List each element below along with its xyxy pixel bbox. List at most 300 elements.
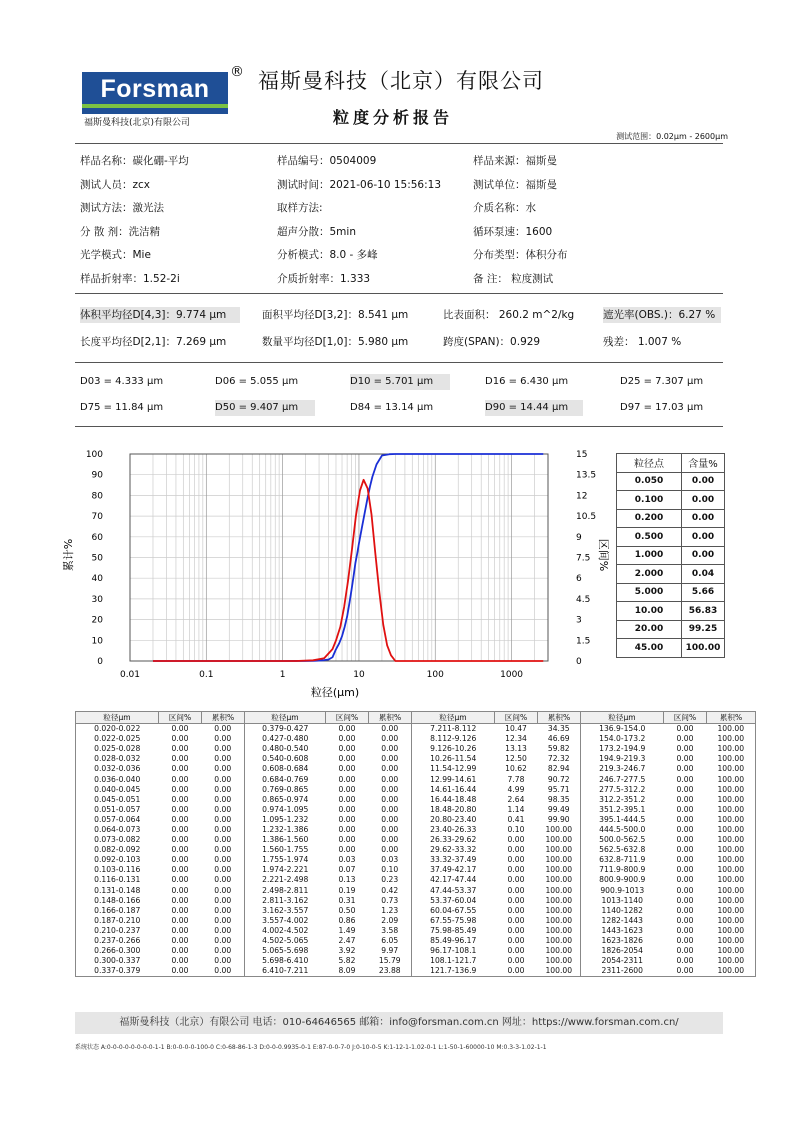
distribution-cell: 0.00 xyxy=(676,875,694,885)
distribution-row xyxy=(76,835,756,845)
distribution-cell: 85.49-96.17 xyxy=(412,936,495,946)
distribution-cell: 0.974-1.095 xyxy=(245,805,326,815)
distribution-cell: 1282-1443 xyxy=(581,916,664,926)
header-divider xyxy=(75,143,723,144)
distribution-cell: 2.64 xyxy=(507,794,525,804)
point-table-row xyxy=(617,565,725,584)
y2-tick-label: 1.5 xyxy=(576,636,591,647)
distribution-row xyxy=(76,936,756,946)
distribution-row xyxy=(76,754,756,764)
distribution-cell: 0.00 xyxy=(171,804,189,814)
distribution-cell: 0.00 xyxy=(338,774,356,784)
percentile-d50: D50 = 9.407 μm xyxy=(215,400,315,416)
info-field: 取样方法: xyxy=(277,202,323,214)
distribution-cell: 0.00 xyxy=(676,824,694,834)
distribution-row xyxy=(76,734,756,744)
distribution-cell: 0.00 xyxy=(369,795,412,805)
y-axis-label: 累计% xyxy=(62,538,75,572)
distribution-row xyxy=(76,774,756,784)
distribution-cell: 100.00 xyxy=(707,845,756,855)
distribution-cell: 0.00 xyxy=(507,915,525,925)
point-content: 0.00 xyxy=(682,546,725,565)
point-content: 0.00 xyxy=(682,528,725,547)
distribution-cell: 0.00 xyxy=(338,824,356,834)
distribution-cell: 0.00 xyxy=(171,794,189,804)
distribution-cell: 0.00 xyxy=(369,805,412,815)
distribution-cell: 0.10 xyxy=(369,865,412,875)
distribution-row xyxy=(76,795,756,805)
point-table-header xyxy=(617,454,725,473)
distribution-cell: 8.112-9.126 xyxy=(412,734,495,744)
distribution-header-cell: 累积% xyxy=(369,712,412,724)
distribution-cell: 1.974-2.221 xyxy=(245,865,326,875)
distribution-cell: 4.002-4.502 xyxy=(245,926,326,936)
distribution-cell: 1.23 xyxy=(369,906,412,916)
point-size: 20.00 xyxy=(617,620,682,639)
distribution-cell: 0.608-0.684 xyxy=(245,764,326,774)
distribution-cell: 0.00 xyxy=(676,936,694,946)
distribution-cell: 0.00 xyxy=(676,865,694,875)
distribution-cell: 4.99 xyxy=(507,784,525,794)
distribution-cell: 100.00 xyxy=(538,926,581,936)
distribution-header-cell: 区间% xyxy=(664,712,707,724)
distribution-cell: 0.379-0.427 xyxy=(245,724,326,735)
distribution-cell: 100.00 xyxy=(538,916,581,926)
distribution-cell: 0.540-0.608 xyxy=(245,754,326,764)
registered-mark: ® xyxy=(230,64,244,80)
distribution-cell: 100.00 xyxy=(707,825,756,835)
distribution-header-cell: 区间% xyxy=(159,712,202,724)
distribution-cell: 0.00 xyxy=(507,865,525,875)
distribution-cell: 100.00 xyxy=(707,815,756,825)
y-tick-label: 0 xyxy=(97,657,103,667)
distribution-cell: 0.00 xyxy=(676,784,694,794)
distribution-cell: 53.37-60.04 xyxy=(412,896,495,906)
distribution-cell: 0.00 xyxy=(338,734,356,744)
distribution-cell: 173.2-194.9 xyxy=(581,744,664,754)
distribution-cell: 0.166-0.187 xyxy=(76,906,159,916)
distribution-cell: 20.80-23.40 xyxy=(412,815,495,825)
distribution-cell: 0.00 xyxy=(171,936,189,946)
distribution-cell: 0.00 xyxy=(507,855,525,865)
distribution-cell: 9.126-10.26 xyxy=(412,744,495,754)
distribution-cell: 0.00 xyxy=(676,774,694,784)
distribution-cell: 0.00 xyxy=(507,895,525,905)
percentile-d03: D03 = 4.333 μm xyxy=(80,376,164,387)
distribution-header-cell: 粒径μm xyxy=(76,712,159,724)
distribution-cell: 29.62-33.32 xyxy=(412,845,495,855)
distribution-cell: 0.00 xyxy=(676,814,694,824)
y2-tick-label: 13.5 xyxy=(576,470,597,481)
y-tick-label: 50 xyxy=(91,553,103,564)
distribution-cell: 47.44-53.37 xyxy=(412,886,495,896)
distribution-cell: 219.3-246.7 xyxy=(581,764,664,774)
distribution-cell: 0.00 xyxy=(171,885,189,895)
distribution-cell: 26.33-29.62 xyxy=(412,835,495,845)
distribution-cell: 0.00 xyxy=(676,905,694,915)
distribution-cell: 0.187-0.210 xyxy=(76,916,159,926)
distribution-cell: 100.00 xyxy=(707,916,756,926)
distribution-cell: 0.427-0.480 xyxy=(245,734,326,744)
point-content: 0.00 xyxy=(682,472,725,491)
interval-series-line xyxy=(153,480,543,661)
distribution-table-header xyxy=(76,712,756,724)
distribution-cell: 0.00 xyxy=(202,734,245,744)
distribution-row xyxy=(76,845,756,855)
distribution-cell: 0.00 xyxy=(507,956,525,966)
distribution-cell: 99.49 xyxy=(538,805,581,815)
y2-tick-label: 10.5 xyxy=(576,512,597,523)
distribution-cell: 0.00 xyxy=(676,956,694,966)
distribution-cell: 154.0-173.2 xyxy=(581,734,664,744)
distribution-cell: 0.00 xyxy=(202,966,245,977)
percentile-d10: D10 = 5.701 μm xyxy=(350,374,450,390)
distribution-cell: 0.00 xyxy=(202,875,245,885)
distribution-row xyxy=(76,764,756,774)
distribution-cell: 0.00 xyxy=(171,724,189,734)
distribution-cell: 0.064-0.073 xyxy=(76,825,159,835)
distribution-cell: 0.00 xyxy=(676,734,694,744)
distribution-cell: 10.47 xyxy=(505,724,527,734)
distribution-cell: 0.00 xyxy=(676,895,694,905)
distribution-cell: 444.5-500.0 xyxy=(581,825,664,835)
distribution-cell: 5.82 xyxy=(338,956,356,966)
distribution-cell: 0.00 xyxy=(202,865,245,875)
distribution-cell: 0.00 xyxy=(507,925,525,935)
distribution-cell: 0.19 xyxy=(338,885,356,895)
distribution-cell: 1140-1282 xyxy=(581,906,664,916)
distribution-cell: 0.00 xyxy=(676,764,694,774)
distribution-cell: 0.00 xyxy=(171,814,189,824)
distribution-cell: 2.498-2.811 xyxy=(245,886,326,896)
distribution-cell: 100.00 xyxy=(538,835,581,845)
distribution-cell: 0.00 xyxy=(676,804,694,814)
distribution-cell: 0.684-0.769 xyxy=(245,774,326,784)
point-content: 56.83 xyxy=(682,602,725,621)
distribution-cell: 100.00 xyxy=(538,956,581,966)
distribution-header-cell: 区间% xyxy=(495,712,538,724)
y2-tick-label: 0 xyxy=(576,657,582,667)
distribution-cell: 0.00 xyxy=(338,845,356,855)
test-range: 测试范围：0.02μm - 2600μm xyxy=(616,132,728,141)
y2-axis-label: 区间% xyxy=(597,538,610,572)
distribution-cell: 108.1-121.7 xyxy=(412,956,495,966)
percentile-d90: D90 = 14.44 μm xyxy=(485,400,583,416)
distribution-cell: 0.300-0.337 xyxy=(76,956,159,966)
residual: 残差： 1.007 % xyxy=(603,336,682,348)
distribution-cell: 351.2-395.1 xyxy=(581,805,664,815)
distribution-row xyxy=(76,785,756,795)
distribution-cell: 100.00 xyxy=(707,946,756,956)
x-axis-label: 粒径(μm) xyxy=(310,686,360,699)
distribution-cell: 18.48-20.80 xyxy=(412,805,495,815)
distribution-cell: 0.103-0.116 xyxy=(76,865,159,875)
distribution-cell: 0.00 xyxy=(676,744,694,754)
info-field: 样品来源：福斯曼 xyxy=(473,155,557,167)
span: 跨度(SPAN)：0.929 xyxy=(443,336,541,348)
distribution-header-cell: 粒径μm xyxy=(412,712,495,724)
distribution-cell: 2311-2600 xyxy=(581,966,664,977)
point-table-row xyxy=(617,509,725,528)
distribution-cell: 0.00 xyxy=(369,764,412,774)
distribution-header-cell: 累积% xyxy=(707,712,756,724)
distribution-cell: 0.00 xyxy=(676,915,694,925)
distribution-cell: 16.44-18.48 xyxy=(412,795,495,805)
point-table-header-content: 含量% xyxy=(682,454,725,473)
distribution-cell: 0.10 xyxy=(507,824,525,834)
distribution-cell: 0.50 xyxy=(338,905,356,915)
report-title: 粒度分析报告 xyxy=(333,108,454,127)
percentile-d16: D16 = 6.430 μm xyxy=(485,376,569,387)
distribution-header-cell: 粒径μm xyxy=(581,712,664,724)
x-tick-label: 0.1 xyxy=(199,670,214,680)
distribution-cell: 0.73 xyxy=(369,896,412,906)
distribution-cell: 0.00 xyxy=(507,875,525,885)
x-tick-label: 100 xyxy=(426,670,444,680)
distribution-cell: 100.00 xyxy=(538,886,581,896)
distribution-cell: 1443-1623 xyxy=(581,926,664,936)
y-tick-label: 20 xyxy=(91,615,103,626)
info-field: 循环泵速：1600 xyxy=(473,225,553,238)
distribution-cell: 0.00 xyxy=(171,845,189,855)
distribution-cell: 100.00 xyxy=(707,926,756,936)
distribution-cell: 0.00 xyxy=(369,754,412,764)
percentile-d75: D75 = 11.84 μm xyxy=(80,402,164,413)
percentile-d06: D06 = 5.055 μm xyxy=(215,376,299,387)
distribution-cell: 100.00 xyxy=(707,764,756,774)
distribution-row xyxy=(76,926,756,936)
distribution-cell: 562.5-632.8 xyxy=(581,845,664,855)
distribution-cell: 60.04-67.55 xyxy=(412,906,495,916)
distribution-cell: 0.057-0.064 xyxy=(76,815,159,825)
distribution-cell: 277.5-312.2 xyxy=(581,785,664,795)
y2-tick-label: 6 xyxy=(576,574,582,585)
distribution-cell: 0.00 xyxy=(202,916,245,926)
distribution-cell: 2.47 xyxy=(338,936,356,946)
distribution-cell: 100.00 xyxy=(707,966,756,977)
distribution-cell: 100.00 xyxy=(707,906,756,916)
distribution-cell: 0.00 xyxy=(171,835,189,845)
distribution-row xyxy=(76,886,756,896)
point-content: 0.00 xyxy=(682,491,725,510)
surface-mean-d32: 面积平均径D[3,2]：8.541 μm xyxy=(262,309,409,321)
distribution-cell: 96.17-108.1 xyxy=(412,946,495,956)
y-tick-label: 100 xyxy=(85,450,103,460)
distribution-cell: 0.073-0.082 xyxy=(76,835,159,845)
distribution-cell: 0.00 xyxy=(171,915,189,925)
distribution-cell: 0.00 xyxy=(202,855,245,865)
specific-surface-area: 比表面积： 260.2 m^2/kg xyxy=(443,309,575,321)
distribution-cell: 0.31 xyxy=(338,895,356,905)
distribution-header-cell: 粒径μm xyxy=(245,712,326,724)
distribution-cell: 0.13 xyxy=(338,875,356,885)
info-field: 样品名称：碳化硼-平均 xyxy=(80,155,189,167)
distribution-cell: 0.00 xyxy=(676,946,694,956)
distribution-cell: 0.00 xyxy=(171,764,189,774)
distribution-cell: 0.00 xyxy=(369,744,412,754)
distribution-row xyxy=(76,815,756,825)
distribution-row xyxy=(76,966,756,977)
distribution-cell: 395.1-444.5 xyxy=(581,815,664,825)
distribution-cell: 59.82 xyxy=(538,744,581,754)
distribution-row xyxy=(76,865,756,875)
info-field: 测试单位：福斯曼 xyxy=(473,178,557,191)
distribution-cell: 100.00 xyxy=(707,724,756,735)
distribution-cell: 7.211-8.112 xyxy=(412,724,495,735)
distribution-cell: 1.14 xyxy=(507,804,525,814)
point-table-row xyxy=(617,546,725,565)
distribution-cell: 0.42 xyxy=(369,886,412,896)
distribution-cell: 246.7-277.5 xyxy=(581,774,664,784)
distribution-cell: 0.00 xyxy=(338,794,356,804)
distribution-cell: 5.698-6.410 xyxy=(245,956,326,966)
distribution-cell: 0.00 xyxy=(202,906,245,916)
distribution-cell: 0.00 xyxy=(202,926,245,936)
distribution-cell: 10.26-11.54 xyxy=(412,754,495,764)
distribution-cell: 67.55-75.98 xyxy=(412,916,495,926)
y2-tick-label: 12 xyxy=(576,491,588,502)
distribution-cell: 711.9-800.9 xyxy=(581,865,664,875)
distribution-cell: 2054-2311 xyxy=(581,956,664,966)
point-size: 1.000 xyxy=(617,546,682,565)
distribution-cell: 500.0-562.5 xyxy=(581,835,664,845)
info-field: 介质折射率：1.333 xyxy=(277,272,371,285)
length-mean-d21: 长度平均径D[2,1]：7.269 μm xyxy=(80,336,227,348)
distribution-cell: 100.00 xyxy=(707,774,756,784)
distribution-cell: 0.41 xyxy=(507,814,525,824)
distribution-cell: 75.98-85.49 xyxy=(412,926,495,936)
distribution-cell: 0.00 xyxy=(202,785,245,795)
distribution-cell: 0.237-0.266 xyxy=(76,936,159,946)
distribution-cell: 0.00 xyxy=(171,946,189,956)
distribution-cell: 0.00 xyxy=(202,754,245,764)
distribution-table xyxy=(75,711,756,977)
distribution-cell: 0.00 xyxy=(338,804,356,814)
distribution-cell: 2.811-3.162 xyxy=(245,896,326,906)
distribution-cell: 1826-2054 xyxy=(581,946,664,956)
distribution-cell: 0.266-0.300 xyxy=(76,946,159,956)
distribution-cell: 0.00 xyxy=(369,825,412,835)
point-size: 0.500 xyxy=(617,528,682,547)
point-table-row xyxy=(617,639,725,658)
distribution-cell: 0.00 xyxy=(369,724,412,735)
point-size: 0.050 xyxy=(617,472,682,491)
distribution-cell: 0.07 xyxy=(338,865,356,875)
distribution-cell: 0.769-0.865 xyxy=(245,785,326,795)
point-content: 5.66 xyxy=(682,583,725,602)
distribution-cell: 0.00 xyxy=(676,855,694,865)
y-tick-label: 40 xyxy=(91,574,103,585)
distribution-cell: 0.00 xyxy=(338,764,356,774)
distribution-cell: 3.58 xyxy=(369,926,412,936)
distribution-cell: 100.00 xyxy=(707,805,756,815)
distribution-cell: 0.00 xyxy=(171,865,189,875)
point-table-row xyxy=(617,583,725,602)
distribution-cell: 312.2-351.2 xyxy=(581,795,664,805)
x-tick-label: 0.01 xyxy=(119,670,141,680)
point-content: 99.25 xyxy=(682,620,725,639)
info-field: 测试方法：激光法 xyxy=(80,202,164,214)
distribution-cell: 0.00 xyxy=(369,785,412,795)
point-content: 0.04 xyxy=(682,565,725,584)
distribution-cell: 3.557-4.002 xyxy=(245,916,326,926)
distribution-cell: 6.05 xyxy=(369,936,412,946)
y2-tick-label: 7.5 xyxy=(576,553,591,564)
system-status: 系统状态 A:0-0-0-0-0-0-0-0-1-1 B:0-0-0-0-100-0 C:0-68-86-1-3 D:0-0-0.9935-0-1 E:87-0-0-7-0 J:0-10-0-5 K:1-12-1-1.02-0-1 L:1-50-1-60000-10 M:0.3-3-1.02-1-1 xyxy=(75,1044,547,1051)
distribution-cell: 100.00 xyxy=(707,744,756,754)
distribution-cell: 0.022-0.025 xyxy=(76,734,159,744)
distribution-cell: 0.082-0.092 xyxy=(76,845,159,855)
distribution-cell: 900.9-1013 xyxy=(581,886,664,896)
distribution-cell: 0.00 xyxy=(507,905,525,915)
point-table-row xyxy=(617,602,725,621)
distribution-cell: 23.88 xyxy=(369,966,412,977)
distribution-cell: 7.78 xyxy=(507,774,525,784)
distribution-cell: 0.116-0.131 xyxy=(76,875,159,885)
distribution-cell: 0.00 xyxy=(171,784,189,794)
distribution-cell: 0.00 xyxy=(676,794,694,804)
distribution-cell: 0.86 xyxy=(338,915,356,925)
y-tick-label: 80 xyxy=(91,491,103,502)
distribution-cell: 0.00 xyxy=(171,875,189,885)
distribution-cell: 100.00 xyxy=(538,906,581,916)
distribution-cell: 0.00 xyxy=(676,845,694,855)
distribution-cell: 0.00 xyxy=(338,814,356,824)
info-field: 超声分散：5min xyxy=(277,225,356,238)
logo-caption: 福斯曼科技(北京)有限公司 xyxy=(84,118,191,128)
point-content: 0.00 xyxy=(682,509,725,528)
point-size: 10.00 xyxy=(617,602,682,621)
distribution-cell: 0.00 xyxy=(507,845,525,855)
point-size: 0.200 xyxy=(617,509,682,528)
distribution-cell: 100.00 xyxy=(707,886,756,896)
distribution-cell: 0.00 xyxy=(171,905,189,915)
distribution-cell: 0.00 xyxy=(676,835,694,845)
distribution-cell: 0.00 xyxy=(202,956,245,966)
distribution-cell: 0.00 xyxy=(495,966,538,977)
distribution-cell: 0.148-0.166 xyxy=(76,896,159,906)
distribution-cell: 12.34 xyxy=(505,734,527,744)
point-table-row xyxy=(617,528,725,547)
distribution-cell: 0.131-0.148 xyxy=(76,886,159,896)
distribution-cell: 0.00 xyxy=(507,946,525,956)
distribution-cell: 10.62 xyxy=(505,764,527,774)
distribution-cell: 0.00 xyxy=(507,936,525,946)
distribution-cell: 100.00 xyxy=(538,845,581,855)
volume-mean-d43: 体积平均径D[4,3]：9.774 μm xyxy=(80,307,240,323)
distribution-chart xyxy=(60,440,610,705)
distribution-cell: 0.00 xyxy=(202,795,245,805)
distribution-cell: 6.410-7.211 xyxy=(245,966,326,977)
distribution-cell: 100.00 xyxy=(707,936,756,946)
chart-ticks xyxy=(86,450,596,680)
distribution-cell: 1.755-1.974 xyxy=(245,855,326,865)
distribution-cell: 0.00 xyxy=(202,835,245,845)
distribution-cell: 100.00 xyxy=(707,795,756,805)
distribution-cell: 0.00 xyxy=(171,956,189,966)
distribution-cell: 37.49-42.17 xyxy=(412,865,495,875)
distribution-cell: 0.00 xyxy=(202,936,245,946)
distribution-cell: 1013-1140 xyxy=(581,896,664,906)
distribution-cell: 100.00 xyxy=(707,896,756,906)
distribution-cell: 100.00 xyxy=(707,865,756,875)
distribution-cell: 1.095-1.232 xyxy=(245,815,326,825)
percentile-d25: D25 = 7.307 μm xyxy=(620,376,704,387)
distribution-cell: 0.865-0.974 xyxy=(245,795,326,805)
distribution-cell: 0.00 xyxy=(338,744,356,754)
distribution-header-cell: 累积% xyxy=(202,712,245,724)
distribution-cell: 0.337-0.379 xyxy=(76,966,159,977)
